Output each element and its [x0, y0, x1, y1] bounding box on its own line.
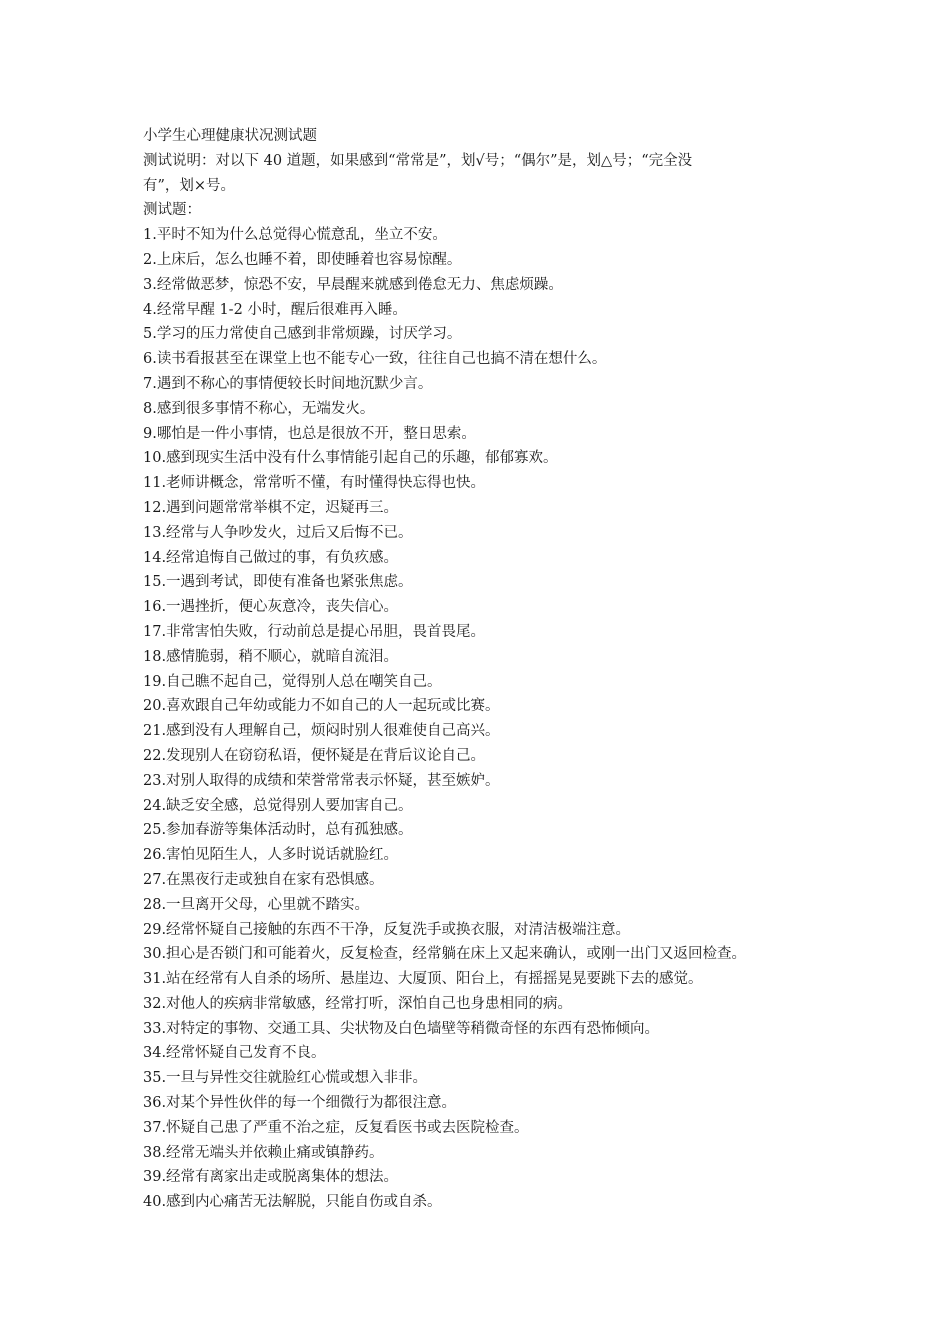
document-page: [143, 124, 823, 1215]
question-item: 34.经常怀疑自己发育不良。: [143, 1045, 326, 1062]
question-item: 7.遇到不称心的事情便较长时间地沉默少言。: [143, 375, 433, 392]
question-item: 14.经常追悔自己做过的事，有负疚感。: [143, 549, 399, 566]
instructions-line-1: 测试说明：对以下 40 道题，如果感到“常常是”，划√号；“偶尔”是，划△号；“完全没: [143, 152, 693, 169]
question-item: 35.一旦与异性交往就脸红心慌或想入非非。: [143, 1070, 428, 1087]
question-item: 16.一遇挫折，便心灰意冷，丧失信心。: [143, 599, 399, 616]
section-label: 测试题：: [143, 202, 201, 219]
question-item: 29.经常怀疑自己接触的东西不干净，反复洗手或换衣服，对清洁极端注意。: [143, 921, 631, 938]
question-item: 5.学习的压力常使自己感到非常烦躁，讨厌学习。: [143, 326, 462, 343]
question-item: 13.经常与人争吵发火，过后又后悔不已。: [143, 524, 413, 541]
question-item: 31.站在经常有人自杀的场所、悬崖边、大厦顶、阳台上，有摇摇晃晃要跳下去的感觉。: [143, 971, 703, 988]
question-item: 39.经常有离家出走或脱离集体的想法。: [143, 1169, 399, 1186]
question-item: 10.感到现实生活中没有什么事情能引起自己的乐趣，郁郁寡欢。: [143, 450, 558, 467]
question-item: 33.对特定的事物、交通工具、尖状物及白色墙壁等稍微奇怪的东西有恐怖倾向。: [143, 1020, 660, 1037]
question-item: 6.读书看报甚至在课堂上也不能专心一致，往往自己也搞不清在想什么。: [143, 351, 607, 368]
question-item: 19.自己瞧不起自己，觉得别人总在嘲笑自己。: [143, 673, 442, 690]
question-item: 21.感到没有人理解自己，烦闷时别人很难使自己高兴。: [143, 723, 500, 740]
question-item: 9.哪怕是一件小事情，也总是很放不开，整日思索。: [143, 425, 476, 442]
question-item: 27.在黑夜行走或独自在家有恐惧感。: [143, 871, 384, 888]
question-item: 3.经常做恶梦，惊恐不安，早晨醒来就感到倦怠无力、焦虑烦躁。: [143, 276, 563, 293]
question-item: 4.经常早醒 1-2 小时，醒后很难再入睡。: [143, 301, 407, 318]
question-item: 40.感到内心痛苦无法解脱，只能自伤或自杀。: [143, 1194, 442, 1211]
question-item: 23.对别人取得的成绩和荣誉常常表示怀疑，甚至嫉妒。: [143, 772, 500, 789]
question-item: 11.老师讲概念，常常听不懂，有时懂得快忘得也快。: [143, 475, 486, 492]
question-item: 22.发现别人在窃窃私语，便怀疑是在背后议论自己。: [143, 747, 486, 764]
question-item: 36.对某个异性伙伴的每一个细微行为都很注意。: [143, 1095, 457, 1112]
instructions-line-2: 有”，划×号。: [143, 177, 236, 194]
question-item: 2.上床后，怎么也睡不着，即使睡着也容易惊醒。: [143, 251, 462, 268]
question-item: 17.非常害怕失败，行动前总是提心吊胆，畏首畏尾。: [143, 623, 486, 640]
question-item: 15.一遇到考试，即使有准备也紧张焦虑。: [143, 574, 413, 591]
question-item: 20.喜欢跟自己年幼或能力不如自己的人一起玩或比赛。: [143, 698, 500, 715]
question-item: 25.参加春游等集体活动时，总有孤独感。: [143, 822, 413, 839]
question-item: 1.平时不知为什么总觉得心慌意乱，坐立不安。: [143, 227, 447, 244]
question-item: 30.担心是否锁门和可能着火，反复检查，经常躺在床上又起来确认，或刚一出门又返回检查。: [143, 946, 747, 963]
question-item: 12.遇到问题常常举棋不定，迟疑再三。: [143, 499, 399, 516]
question-item: 26.害怕见陌生人，人多时说话就脸红。: [143, 847, 399, 864]
question-item: 32.对他人的疾病非常敏感，经常打听，深怕自己也身患相同的病。: [143, 995, 573, 1012]
document-title: 小学生心理健康状况测试题: [143, 128, 317, 144]
question-item: 38.经常无端头并依赖止痛或镇静药。: [143, 1144, 384, 1161]
question-list: [143, 223, 823, 1215]
question-item: 24.缺乏安全感，总觉得别人要加害自己。: [143, 797, 413, 814]
question-item: 18.感情脆弱，稍不顺心，就暗自流泪。: [143, 648, 399, 665]
question-item: 37.怀疑自己患了严重不治之症，反复看医书或去医院检查。: [143, 1119, 529, 1136]
question-item: 28.一旦离开父母，心里就不踏实。: [143, 896, 370, 913]
question-item: 8.感到很多事情不称心，无端发火。: [143, 400, 375, 417]
